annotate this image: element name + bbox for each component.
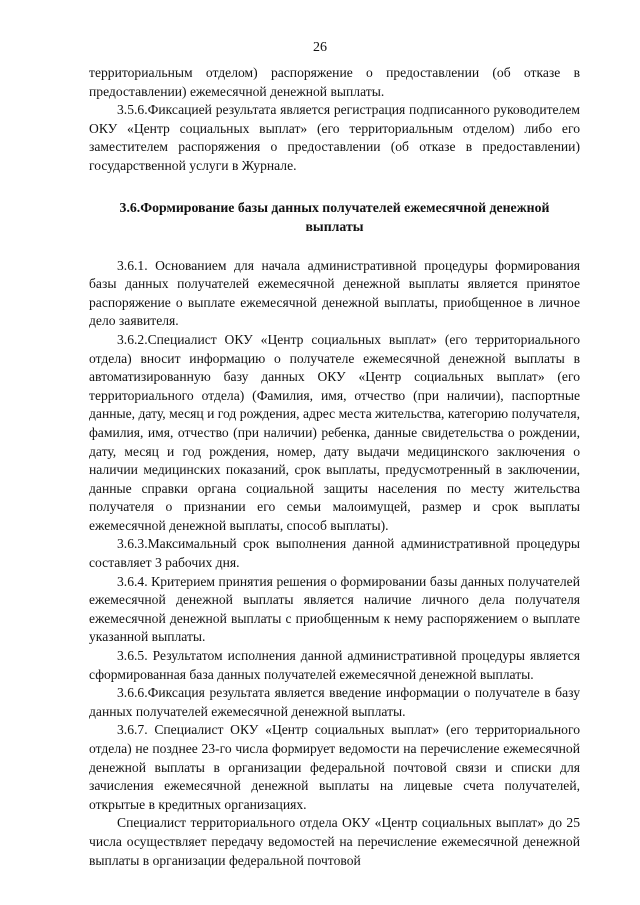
document-body [89, 64, 580, 870]
paragraph-3-6-3: 3.6.3.Максимальный срок выполнения данной административной процедуры составляет 3 рабочих дня. [89, 536, 580, 571]
paragraph-3-6-4: 3.6.4. Критерием принятия решения о формировании базы данных получателей ежемесячной денежной выплаты является наличие личного дела получателя ежемесячной денежной выплаты с приобщенным к нему распоряжением о выплате указанной выплаты. [89, 573, 580, 645]
paragraph-3-6-2: 3.6.2.Специалист ОКУ «Центр социальных выплат» (его территориального отдела) вносит информацию о получателе ежемесячной денежной выплаты в автоматизированную базу данных ОКУ «Центр социальных выплат» (его территориального отдела) (Фамилия, имя, отчество (при наличии), паспортные данные, дату, месяц и год рождения, адрес места жительства, категорию получателя, фамилия, имя, отчество (при наличии) ребенка, данные свидетельства о рождении, дату, месяц и год рождения, номер, дату выдачи медицинского заключения о наличии медицинских показаний, срок выплаты, предусмотренный в заключении, данные справки органа социальной защиты населения по месту жительства получателя о признании его семьи малоимущей, размер и срок выплаты ежемесячной денежной выплаты, способ выплаты). [89, 331, 580, 533]
paragraph-3-6-1: 3.6.1. Основанием для начала административной процедуры формирования базы данных получателей ежемесячной денежной выплаты является принятое распоряжение о выплате ежемесячной денежной выплаты, приобщенное в личное дело заявителя. [89, 257, 580, 329]
paragraph-3-5-6: 3.5.6.Фиксацией результата является регистрация подписанного руководителем ОКУ «Центр социальных выплат» (его территориальным отделом) либо его заместителем распоряжения о предоставлении (об отказе в предоставлении) государственной услуги в Журнале. [89, 102, 580, 173]
paragraph-3-6-5: 3.6.5. Результатом исполнения данной административной процедуры является сформированная база данных получателей ежемесячной денежной выплаты. [89, 648, 580, 682]
page-number: 26 [313, 40, 327, 55]
paragraph-3-6-7: 3.6.7. Специалист ОКУ «Центр социальных выплат» (его территориального отдела) не позднее 23-го числа формирует ведомости на перечисление ежемесячной денежной выплаты в организации федеральной почтовой связи и списки для зачисления ежемесячной денежной выплаты на лицевые счета получателей, открытые в кредитных организациях. [89, 722, 580, 812]
paragraph-specialist-transfer: Специалист территориального отдела ОКУ «Центр социальных выплат» до 25 числа осуществляет передачу ведомостей на перечисление ежемесячной денежной выплаты в организации федеральной почтовой [89, 815, 580, 868]
section-heading-3-6: 3.6.Формирование базы данных получателей ежемесячной денежной выплаты [119, 199, 550, 234]
paragraph-continuation: территориальным отделом) распоряжение о предоставлении (об отказе в предоставлении) ежемесячной денежной выплаты. [89, 65, 580, 99]
paragraph-3-6-6: 3.6.6.Фиксация результата является введение информации о получателе в базу данных получателей ежемесячной денежной выплаты. [89, 685, 580, 719]
